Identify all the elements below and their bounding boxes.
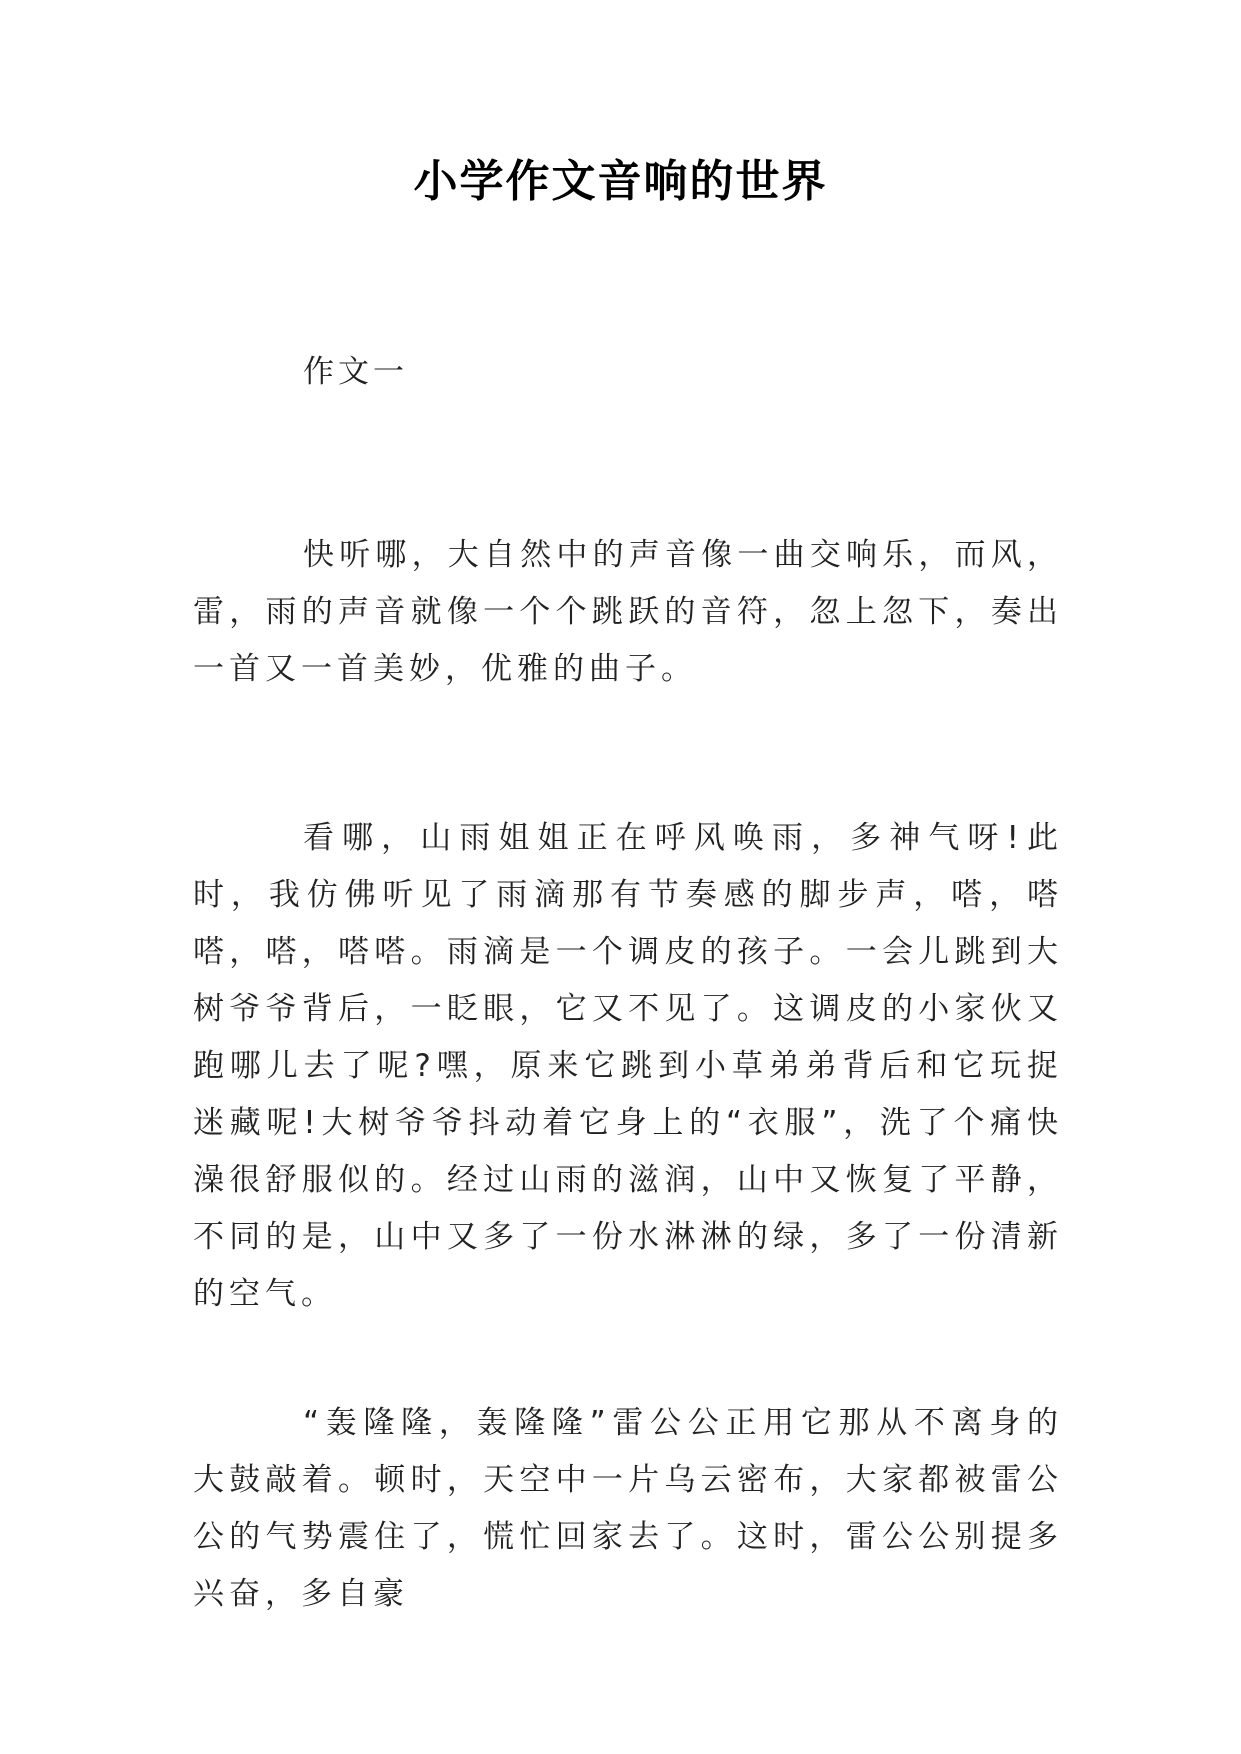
paragraph-text: 快听哪，大自然中的声音像一曲交响乐，而风，雷，雨的声音就像一个个跳跃的音符，忽上忽下，奏出一首又一首美妙，优雅的曲子。 <box>193 537 1063 687</box>
paragraph-text: 看哪，山雨姐姐正在呼风唤雨，多神气呀!此时，我仿佛听见了雨滴那有节奏感的脚步声，嗒，嗒嗒，嗒，嗒嗒。雨滴是一个调皮的孩子。一会儿跳到大树爷爷背后，一眨眼，它又不见了。这调皮的小家伙又跑哪儿去了呢?嘿，原来它跳到小草弟弟背后和它玩捉迷藏呢!大树爷爷抖动着它身上的“衣服”，洗了个痛快澡很舒服似的。经过山雨的滋润，山中又恢复了平静，不同的是，山中又多了一份水淋淋的绿，多了一份清新的空气。 <box>193 820 1063 1312</box>
essay-subheading: 作文一 <box>303 354 408 390</box>
paragraph-3 <box>193 1395 1063 1623</box>
paragraph-1 <box>193 527 1063 698</box>
paragraph-text: “轰隆隆，轰隆隆”雷公公正用它那从不离身的大鼓敲着。顿时，天空中一片乌云密布，大家都被雷公公的气势震住了，慌忙回家去了。这时，雷公公别提多兴奋，多自豪 <box>193 1405 1063 1612</box>
document-title: 小学作文音响的世界 <box>413 156 828 207</box>
paragraph-2 <box>193 810 1063 1323</box>
